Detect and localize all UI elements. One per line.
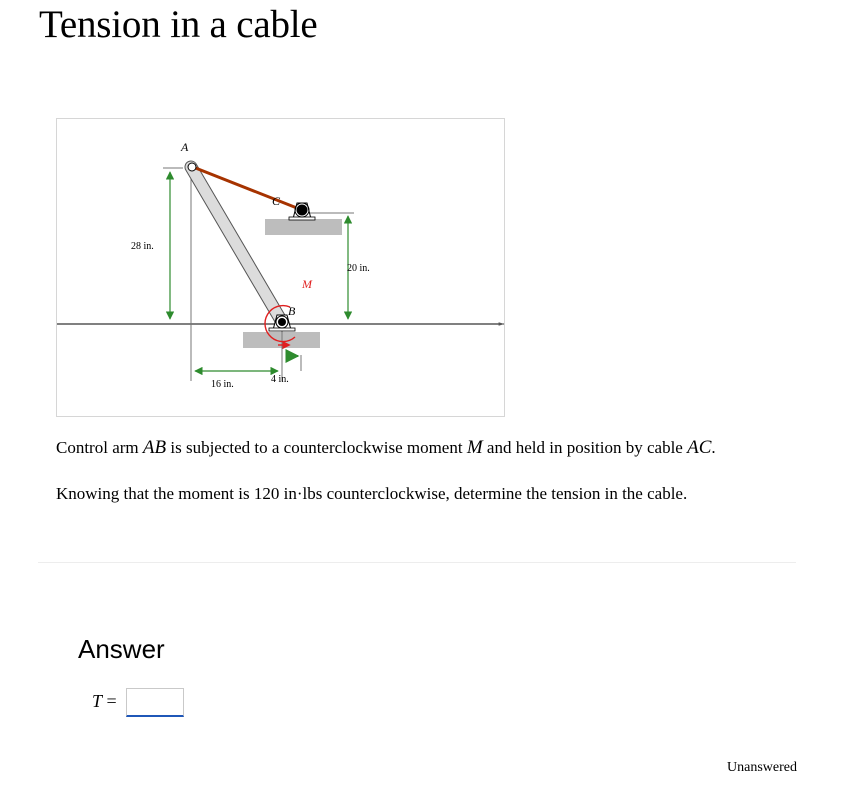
label-m: M xyxy=(302,277,312,291)
answer-status: Unanswered xyxy=(727,760,797,775)
dim-label-4: 4 in. xyxy=(271,374,289,385)
problem-text: and held in position by cable xyxy=(482,438,688,457)
problem-text: . xyxy=(711,438,716,457)
label-a: A xyxy=(181,140,189,154)
support-c xyxy=(265,219,342,235)
answer-equals: = xyxy=(102,691,117,711)
pin-b xyxy=(278,318,286,326)
answer-heading: Answer xyxy=(78,634,165,664)
tension-answer-input[interactable] xyxy=(126,688,184,717)
problem-statement-1 xyxy=(56,437,716,459)
page-title: Tension in a cable xyxy=(39,3,318,46)
dim-label-20: 20 in. xyxy=(347,263,370,274)
problem-text: is subjected to a counterclockwise moment xyxy=(166,438,467,457)
dim-label-16: 16 in. xyxy=(211,379,234,390)
pin-c xyxy=(297,205,307,215)
var-m: M xyxy=(466,437,483,458)
var-ac: AC xyxy=(687,437,712,458)
problem-text: Control arm xyxy=(56,438,143,457)
answer-label xyxy=(92,691,117,712)
dim-label-28: 28 in. xyxy=(131,241,154,252)
problem-figure xyxy=(56,118,505,417)
control-arm-ab-fill xyxy=(191,167,282,322)
problem-statement-2: Knowing that the moment is 120 in·lbs counterclockwise, determine the tension in the cable. xyxy=(56,484,688,503)
label-b: B xyxy=(288,304,296,318)
pin-a xyxy=(188,163,196,171)
answer-variable: T xyxy=(92,691,103,711)
mechanism-diagram xyxy=(57,119,506,418)
section-divider xyxy=(38,562,796,563)
label-c: C xyxy=(272,194,281,208)
var-ab: AB xyxy=(142,437,167,458)
